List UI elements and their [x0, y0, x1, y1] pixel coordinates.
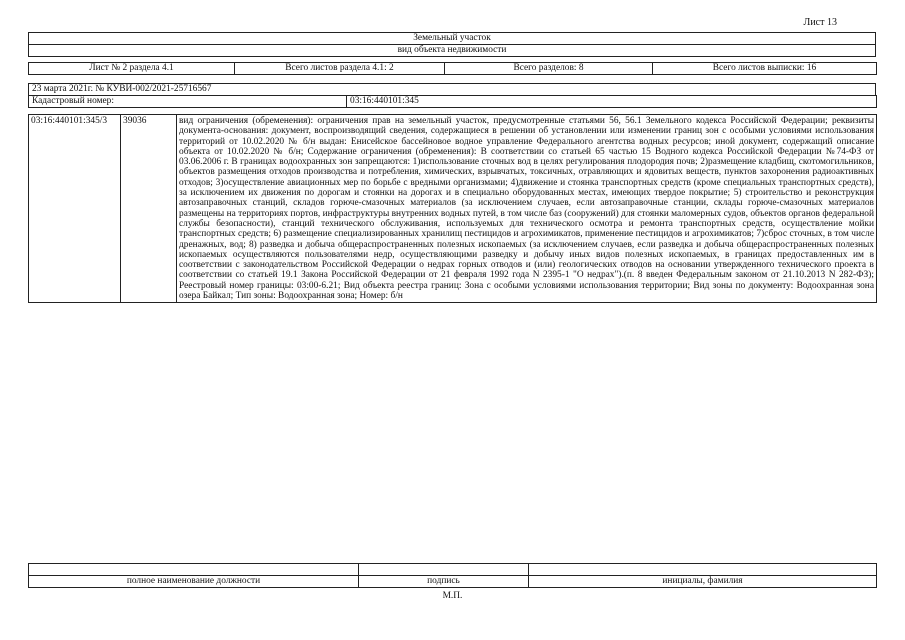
- sheet-number: Лист 13: [803, 17, 837, 28]
- position-label: полное наименование должности: [29, 576, 359, 588]
- record-area: 39036: [121, 115, 177, 303]
- encumbrance-table: [28, 114, 877, 303]
- sheet-info-row: [28, 62, 877, 75]
- section-sheets-total: Всего листов раздела 4.1: 2: [235, 63, 445, 75]
- record-description: вид ограничения (обременения): ограничения прав на земельный участок, предусмотренные статьями 56, 56.1 Земельного кодекса Российской Федерации; реквизиты документа-основания: документ, воспроизводящий сведения, содержащиеся в решении об установлении или изменении границ зон с особыми условиями использования территорий от 10.02.2020 № б/н выдан: Енисейское бассейновое водное управление Федерального агентства водных ресурсов; иной документ, содержащий описание объекта от 10.02.2020 № б/н; Содержание ограничения (обременения): В соответствии со статьей 65 частью 15 Водного кодекса Российской Федерации №74-ФЗ от 03.06.2006 г. В границах водоохранных зон запрещаются: 1)использование сточных вод в целях регулирования плодородия почв; 2)размещение кладбищ, скотомогильников, объектов размещения отходов производства и потребления, химических, взрывчатых, токсичных, отравляющих и ядовитых веществ, пунктов захоронения радиоактивных отходов; 3)осуществление авиационных мер по борьбе с вредными организмами; 4)движение и стоянка транспортных средств (кроме специальных транспортных средств), за исключением их движения по дорогам и стоянки на дорогах и в специально оборудованных местах, имеющих твердое покрытие; 5) строительство и реконструкция автозаправочных станций, складов горюче-смазочных материалов (за исключением случаев, если автозаправочные станции, склады горюче-смазочных материалов размещены на территориях портов, инфраструктуры внутренних водных путей, в том числе баз (сооружений) для стоянки маломерных судов, объектов органов федеральной службы безопасности), станций технического обслуживания, используемых для технического осмотра и ремонта транспортных средств, осуществление мойки транспортных средств; 6) размещение специализированных хранилищ пестицидов и агрохимикатов, применение пестицидов и агрохимикатов; 7)сброс сточных, в том числе дренажных, вод; 8) разведка и добыча общераспространенных полезных ископаемых (за исключением случаев, если разведка и добыча общераспространенных полезных ископаемых осуществляются пользователями недр, осуществляющими разведку и добычу иных видов полезных ископаемых, в границах предоставленных им в соответствии с законодательством Российской Федерации о недрах горных отводов и (или) геологических отводов на основании утвержденного технического проекта в соответствии со статьей 19.1 Закона Российской Федерации от 21 февраля 1992 года N 2395-1 "О недрах").(п. 8 введен Федеральным законом от 21.10.2013 N 282-ФЗ); Реестровый номер границы: 03:00-6.21; Вид объекта реестра границ: Зона с особыми условиями использования территории; Вид зоны по документу: Водоохранная зона озера Байкал; Тип зоны: Водоохранная зона; Номер: б/н: [177, 115, 877, 303]
- signature-label: подпись: [359, 576, 529, 588]
- name-field: [529, 564, 877, 576]
- record-cadastral-part: 03:16:440101:345/3: [29, 115, 121, 303]
- signature-field: [359, 564, 529, 576]
- sections-total: Всего разделов: 8: [445, 63, 653, 75]
- cadastral-row: [28, 95, 877, 108]
- object-type-title: Земельный участок: [29, 33, 876, 45]
- object-header: [28, 32, 876, 57]
- object-type-caption: вид объекта недвижимости: [29, 45, 876, 57]
- stamp-place-label: М.П.: [442, 591, 463, 601]
- name-label: инициалы, фамилия: [529, 576, 877, 588]
- cadastral-number-label: Кадастровый номер:: [29, 96, 347, 108]
- signature-block: [28, 563, 877, 588]
- position-field: [29, 564, 359, 576]
- section-sheet: Лист № 2 раздела 4.1: [29, 63, 235, 75]
- table-row: [29, 115, 877, 303]
- cadastral-number-value: 03:16:440101:345: [347, 96, 877, 108]
- extract-sheets-total: Всего листов выписки: 16: [653, 63, 877, 75]
- extract-date-number: 23 марта 2021г. № КУВИ-002/2021-25716567: [29, 84, 876, 96]
